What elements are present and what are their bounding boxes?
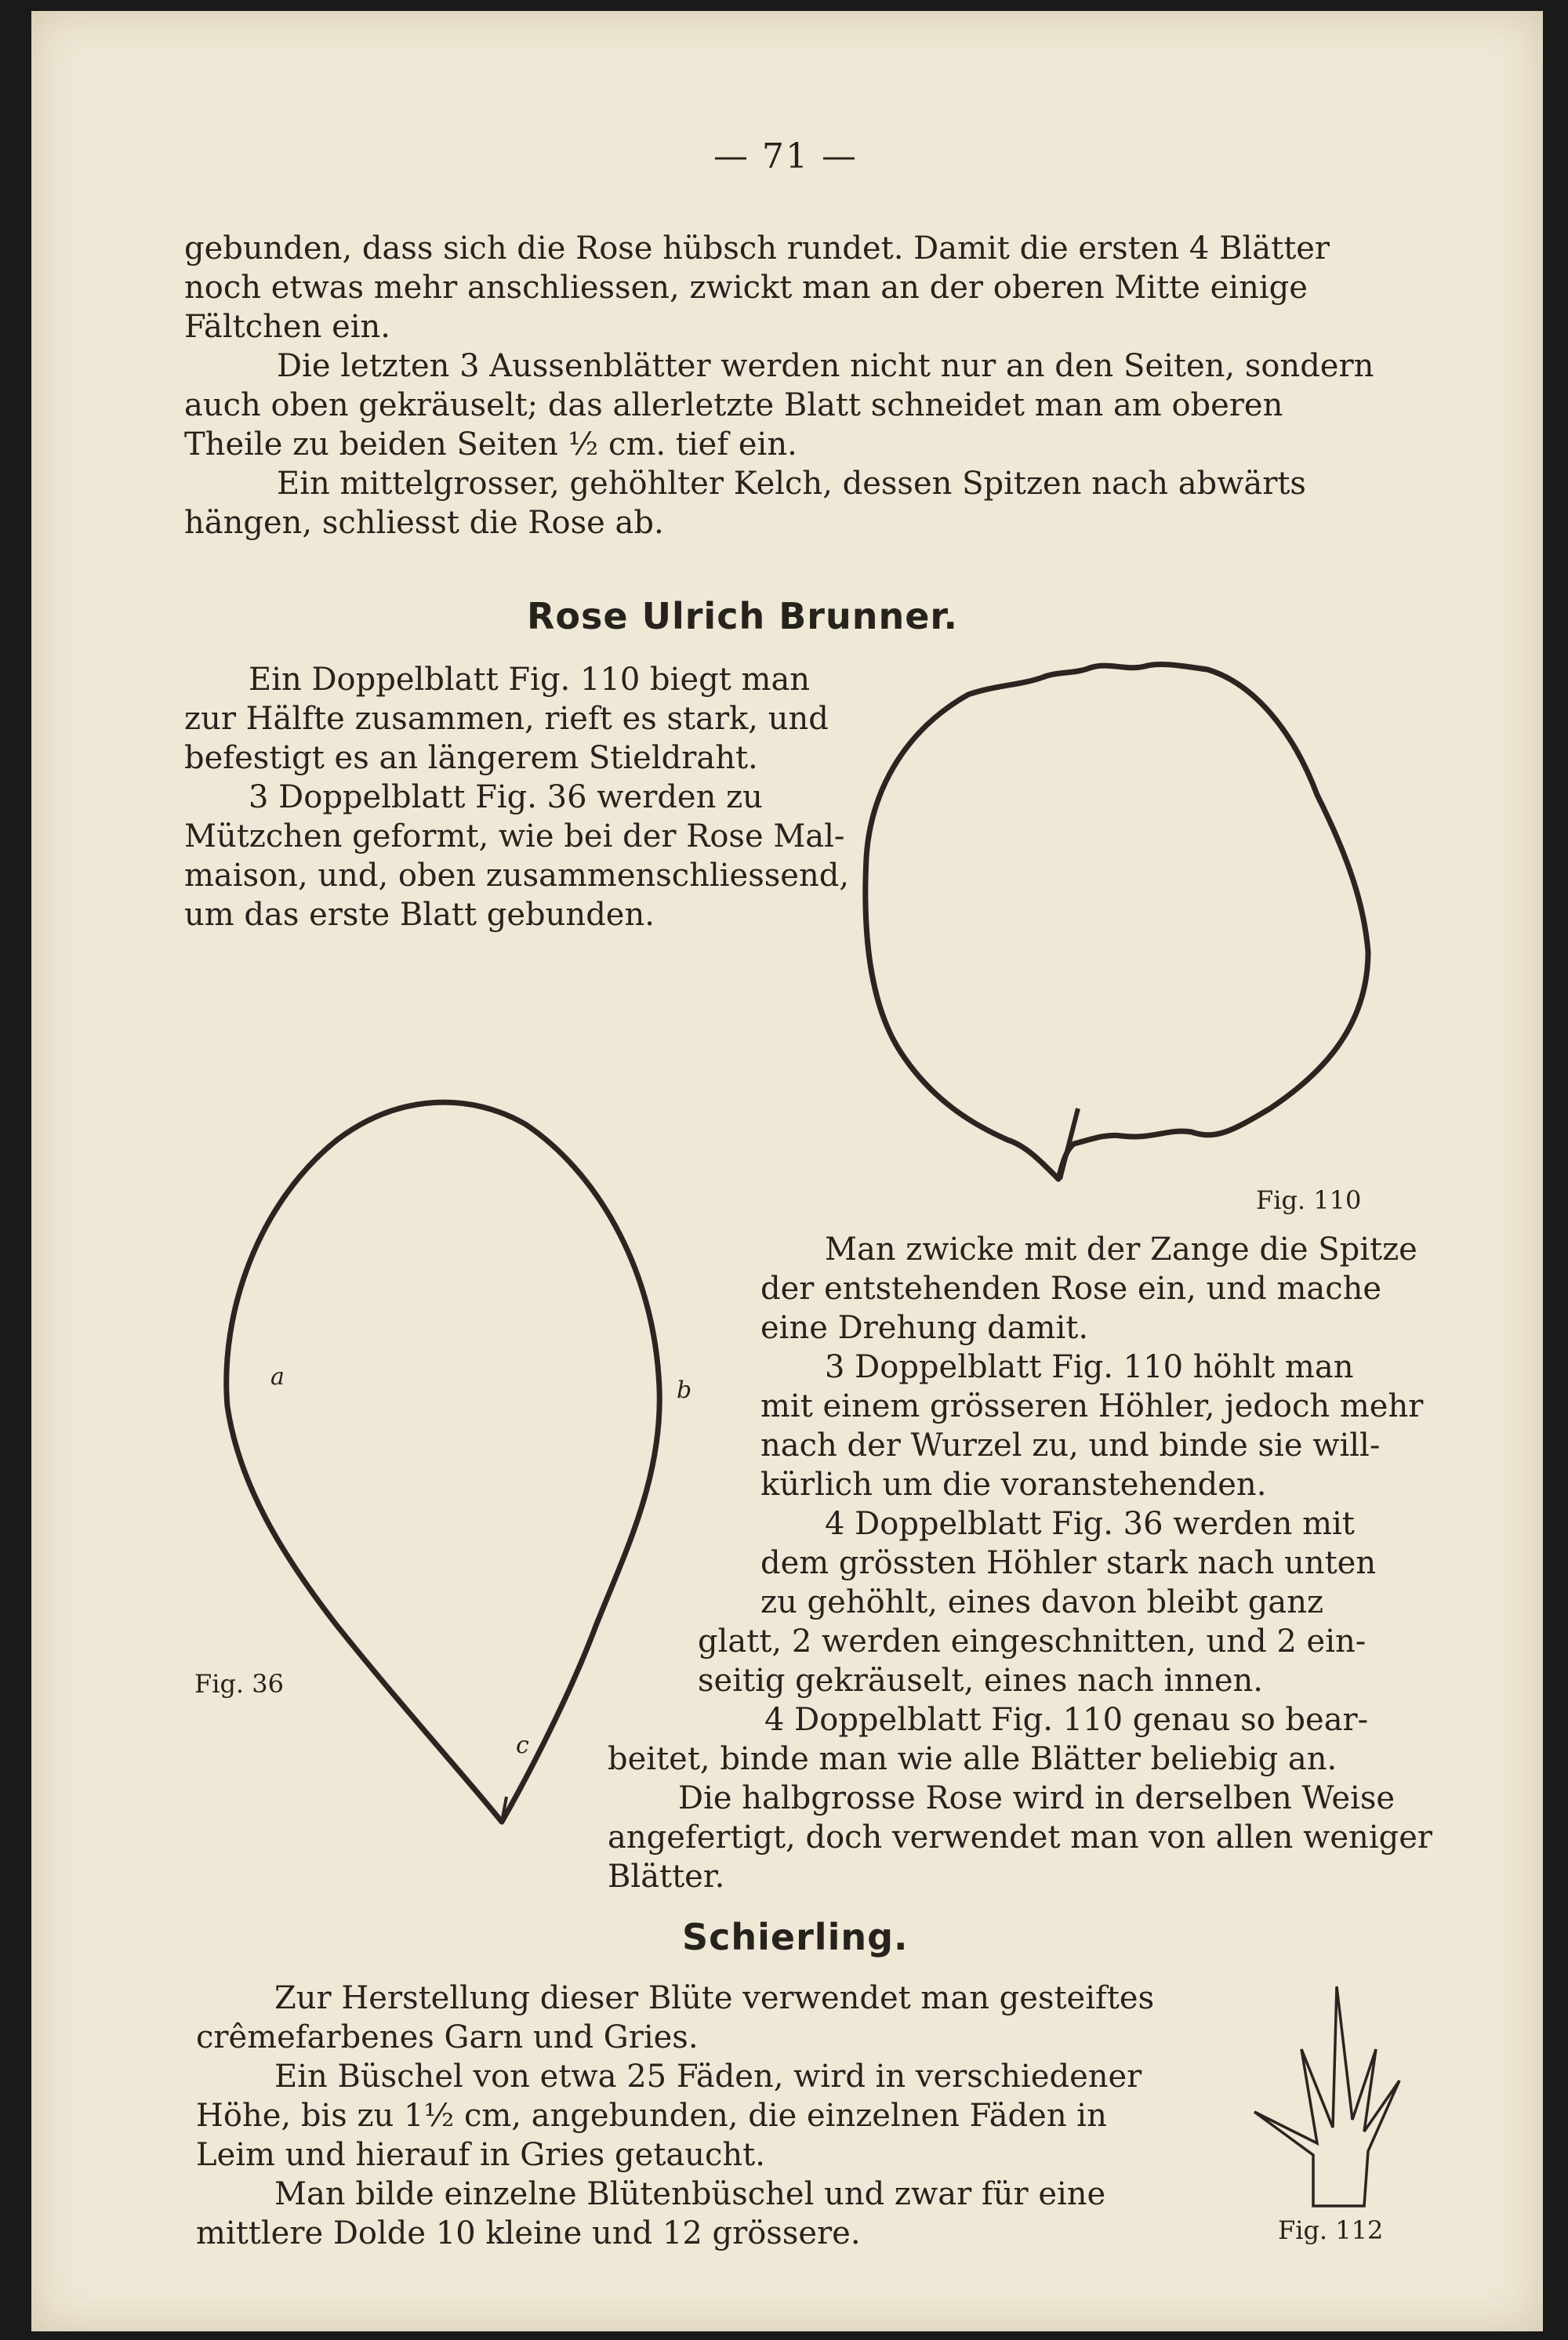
fig36-label-b: b: [677, 1377, 692, 1404]
text-line: 4 Doppelblatt Fig. 36 werden mit: [825, 1506, 1355, 1542]
text-line: Fältchen ein.: [184, 309, 391, 345]
section-title-schierling: Schierling.: [682, 1916, 909, 1958]
fig36-caption: Fig. 36: [194, 1669, 284, 1699]
rose-right-column: [760, 1230, 1423, 1622]
text-line: auch oben gekräuselt; das allerletzte Blatt schneidet man am oberen: [184, 387, 1283, 423]
text-line: mit einem grösseren Höhler, jedoch mehr: [760, 1388, 1424, 1424]
text-line: Man zwicke mit der Zange die Spitze: [825, 1232, 1417, 1268]
fig36-label-c: c: [516, 1732, 529, 1759]
text-line: Ein Büschel von etwa 25 Fäden, wird in verschiedener: [274, 2059, 1142, 2095]
book-page: [31, 11, 1543, 2331]
text-line: Mützchen geformt, wie bei der Rose Mal-: [184, 818, 845, 854]
fig112-caption: Fig. 112: [1278, 2215, 1384, 2245]
text-line: mittlere Dolde 10 kleine und 12 grössere.: [196, 2215, 861, 2251]
section-title-rose: Rose Ulrich Brunner.: [527, 595, 959, 637]
text-line: Die halbgrosse Rose wird in derselben Weise: [678, 1780, 1396, 1816]
text-line: befestigt es an längerem Stieldraht.: [184, 740, 758, 776]
text-line: noch etwas mehr anschliessen, zwickt man an der oberen Mitte einige: [184, 270, 1308, 306]
text-line: hängen, schliesst die Rose ab.: [184, 505, 664, 541]
schierling-text: [196, 1979, 1154, 2253]
text-line: zu gehöhlt, eines davon bleibt ganz: [760, 1584, 1324, 1620]
text-line: eine Drehung damit.: [760, 1310, 1089, 1346]
text-line: 3 Doppelblatt Fig. 110 höhlt man: [825, 1349, 1354, 1385]
rose-lower-text: [608, 1622, 1432, 1896]
text-line: gebunden, dass sich die Rose hübsch rundet. Damit die ersten 4 Blätter: [184, 230, 1330, 267]
text-line: kürlich um die voranstehenden.: [760, 1467, 1267, 1503]
fig112-illustration: [1254, 1986, 1399, 2206]
fig36-petal-outline: [227, 1102, 660, 1822]
text-line: glatt, 2 werden eingeschnitten, und 2 ein-: [698, 1623, 1367, 1660]
text-line: Blätter.: [608, 1859, 725, 1895]
text-line: seitig gekräuselt, eines nach innen.: [698, 1663, 1264, 1699]
fig110-caption: Fig. 110: [1256, 1185, 1362, 1215]
fig112-sprig-outline: [1254, 1986, 1399, 2206]
text-line: Ein Doppelblatt Fig. 110 biegt man: [249, 662, 811, 698]
text-line: angefertigt, doch verwendet man von allen weniger: [608, 1819, 1433, 1856]
text-line: Zur Herstellung dieser Blüte verwendet man gesteiftes: [274, 1980, 1155, 2016]
text-line: nach der Wurzel zu, und binde sie will-: [760, 1428, 1381, 1464]
text-line: Leim und hierauf in Gries getaucht.: [196, 2137, 765, 2173]
fig36-label-a: a: [270, 1363, 285, 1391]
text-line: beitet, binde man wie alle Blätter beliebig an.: [608, 1741, 1338, 1777]
text-line: Die letzten 3 Aussenblätter werden nicht nur an den Seiten, sondern: [277, 348, 1374, 384]
text-line: um das erste Blatt gebunden.: [184, 897, 655, 933]
text-line: dem grössten Höhler stark nach unten: [760, 1545, 1377, 1581]
page-number: — 71 —: [713, 136, 858, 176]
text-line: Ein mittelgrosser, gehöhlter Kelch, dessen Spitzen nach abwärts: [277, 466, 1306, 502]
text-line: crêmefarbenes Garn und Gries.: [196, 2019, 699, 2055]
text-line: zur Hälfte zusammen, rieft es stark, und: [184, 701, 829, 737]
text-line: 4 Doppelblatt Fig. 110 genau so bear-: [764, 1702, 1369, 1738]
text-line: Höhe, bis zu 1½ cm, angebunden, die einzelnen Fäden in: [196, 2098, 1107, 2134]
text-line: der entstehenden Rose ein, und mache: [760, 1271, 1382, 1307]
text-line: 3 Doppelblatt Fig. 36 werden zu: [249, 779, 763, 815]
text-line: Man bilde einzelne Blütenbüschel und zwar für eine: [274, 2176, 1106, 2212]
fig110-petal-outline: [866, 664, 1368, 1179]
text-line: maison, und, oben zusammenschliessend,: [184, 858, 850, 894]
text-line: Theile zu beiden Seiten ½ cm. tief ein.: [184, 426, 797, 463]
